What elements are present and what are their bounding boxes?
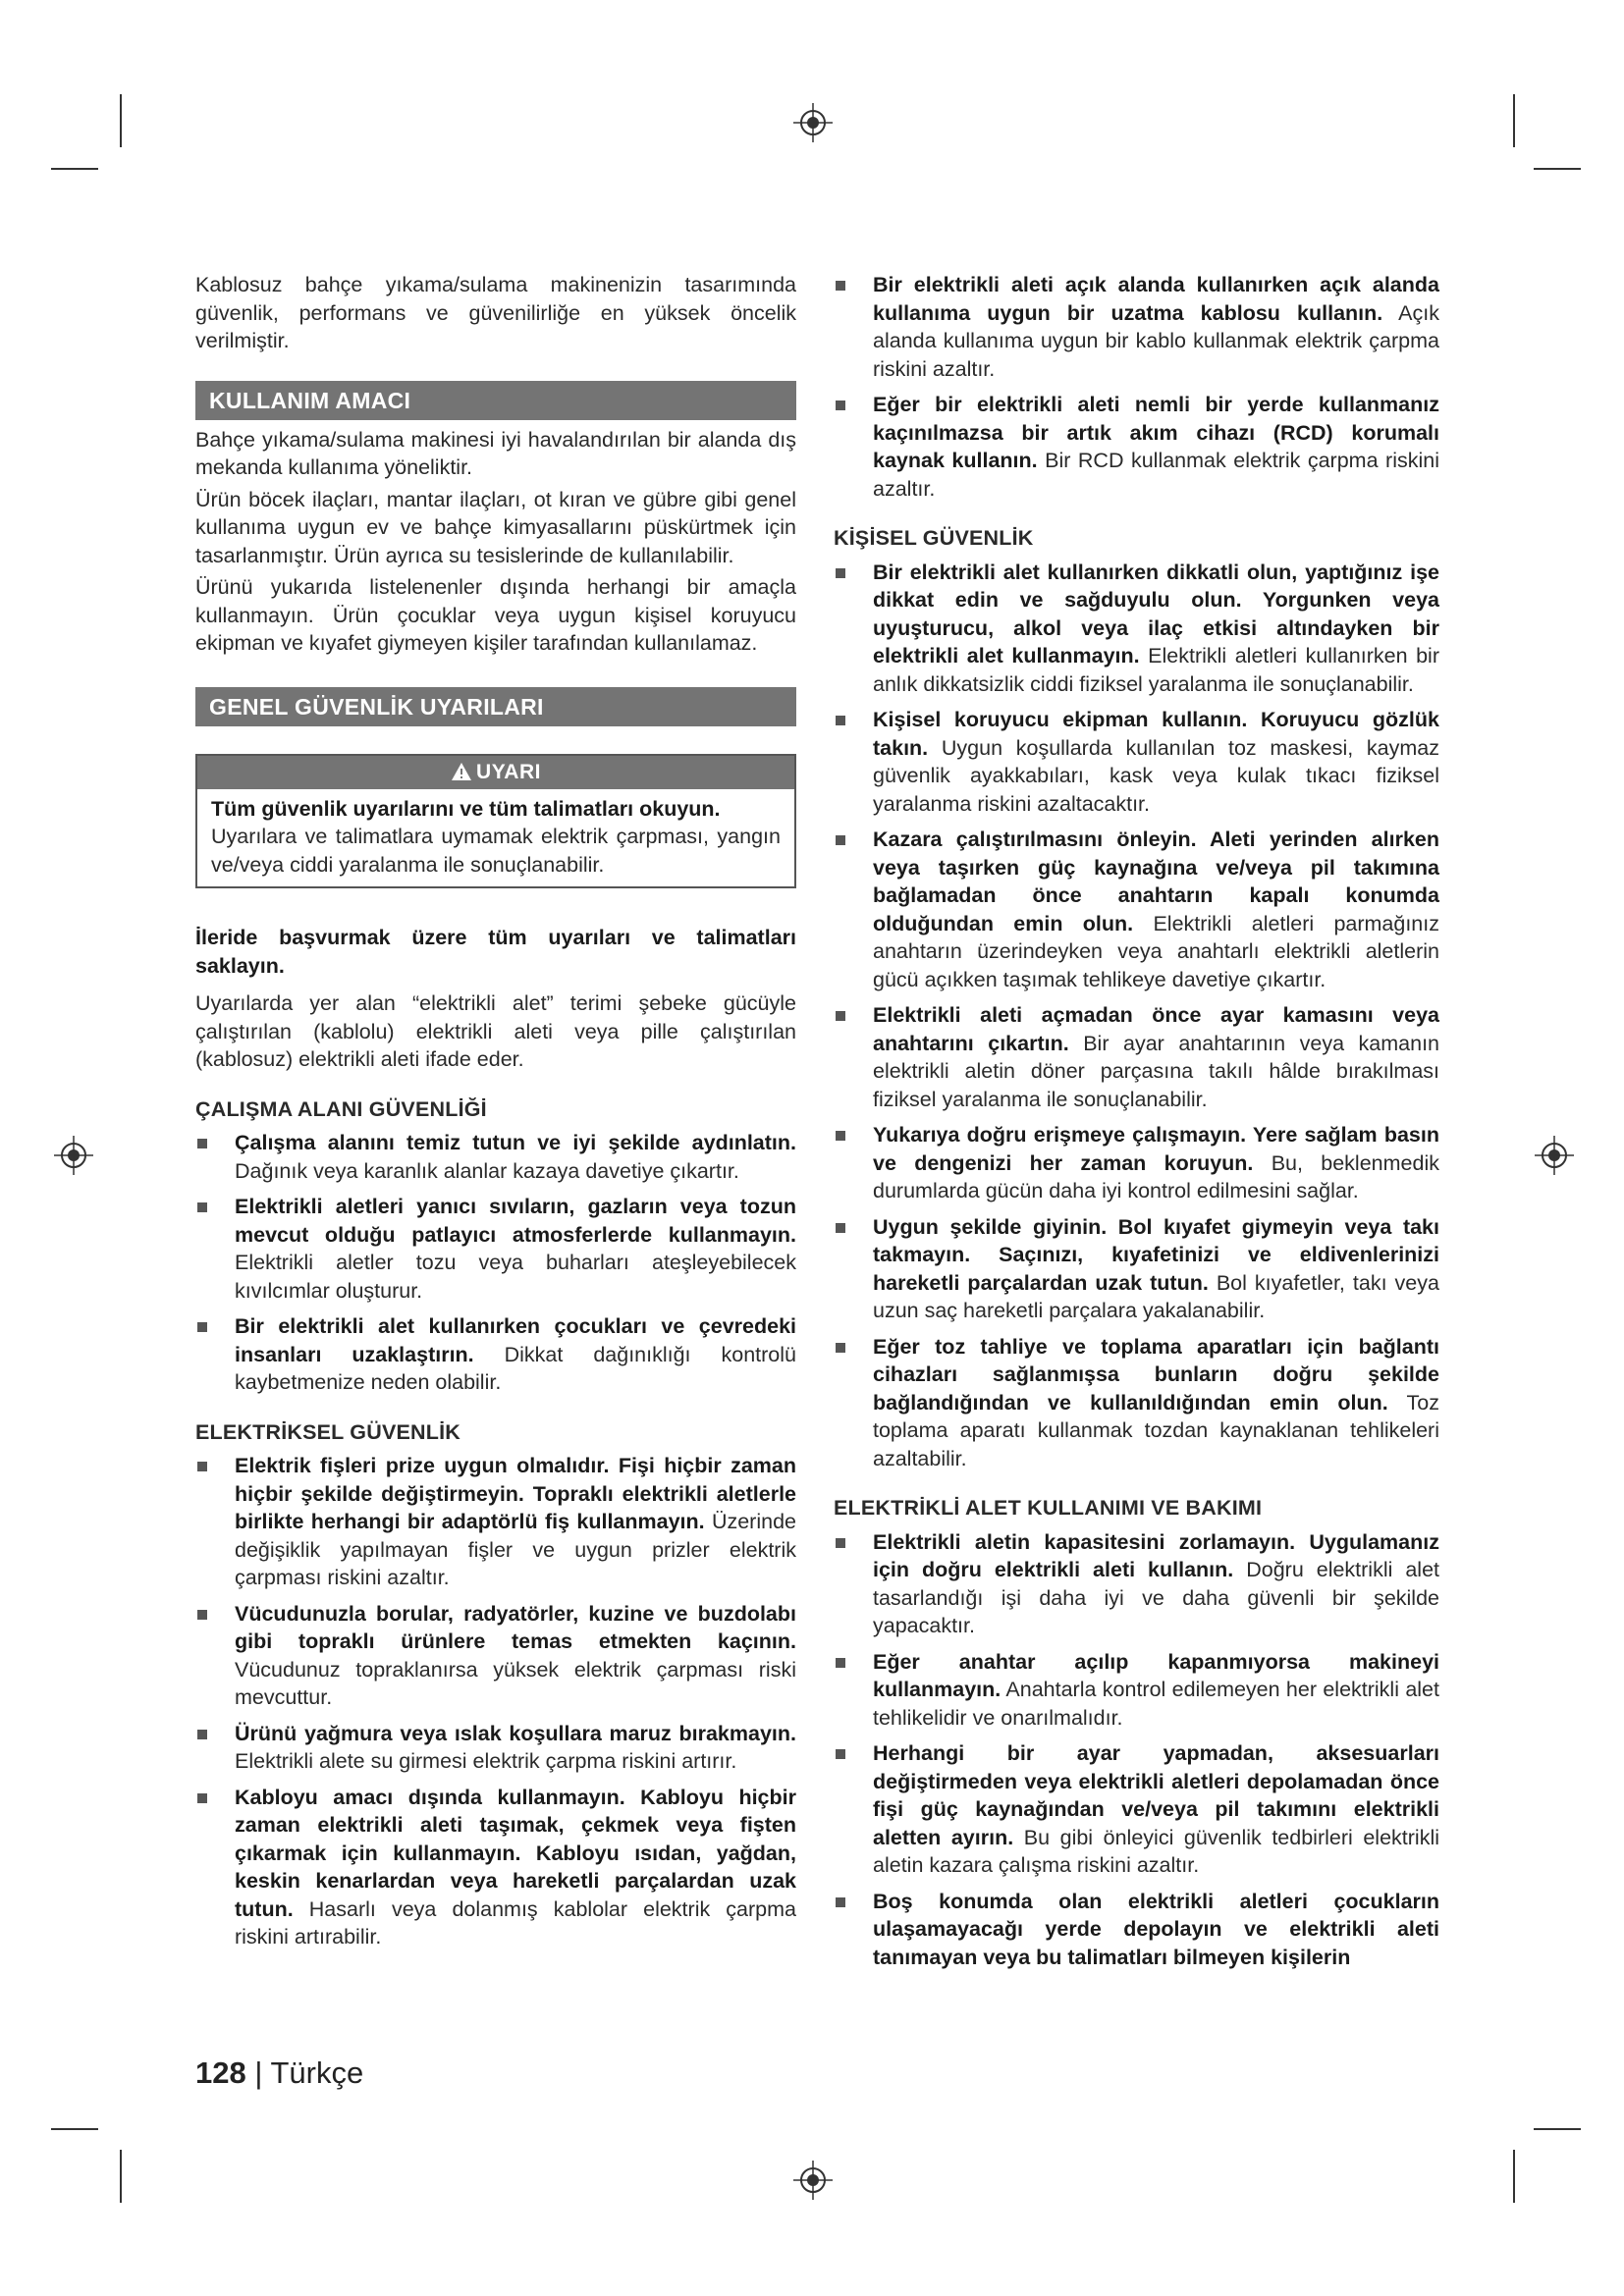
warning-label: UYARI (476, 760, 541, 783)
list-item: Elektrik fişleri prize uygun olmalıdır. Fişi hiçbir zaman hiçbir şekilde değiştirmeyin. Topraklı elektrikli aletlerle birlikte herhangi bir adaptörlü fiş kullanmayın. Üzerinde değişiklik yapılmayan fişler ve uygun prizler elektrik çarpması riskini azaltır. (195, 1452, 796, 1592)
kullanim-paragraph: Ürünü yukarıda listelenenler dışında herhangi bir amaçla kullanmayın. Ürün çocuklar veya uygun kişisel koruyucu ekipman ve kıyafet giymeyen kişiler tarafından kullanılamaz. (195, 575, 796, 655)
crop-mark (51, 168, 98, 170)
list-item: Vücudunuzla borular, radyatörler, kuzine ve buzdolabı gibi topraklı ürünlere temas etmekten kaçının. Vücudunuz topraklanırsa yüksek elektrik çarpması riski mevcuttur. (195, 1600, 796, 1712)
list-item: Bir elektrikli aleti açık alanda kullanırken açık alanda kullanıma uygun bir uzatma kablosu kullanın. Açık alanda kullanıma uygun bir kablo kullanmak elektrik çarpma riskini azaltır. (834, 271, 1439, 383)
list-item: Bir elektrikli alet kullanırken çocukları ve çevredeki insanları uzaklaştırın. Dikkat dağınıklığı kontrolü kaybetmenize neden olabilir. (195, 1312, 796, 1397)
section-title-genel: GENEL GÜVENLİK UYARILARI (195, 687, 796, 726)
kisisel-list (834, 559, 1439, 1473)
list-item: Yukarıya doğru erişmeye çalışmayın. Yere sağlam basın ve dengenizi her zaman koruyun. Bu, beklenmedik durumlarda gücün daha iyi kontrol edilmesini sağlar. (834, 1121, 1439, 1205)
list-item: Elektrikli aletin kapasitesini zorlamayın. Uygulamanız için doğru elektrikli aleti kullanın. Doğru elektrikli alet tasarlandığı işi daha iyi ve daha güvenli bir şekilde yapacaktır. (834, 1528, 1439, 1640)
registration-mark-icon (793, 2161, 833, 2200)
page-footer (195, 2056, 363, 2091)
registration-mark-icon (793, 103, 833, 142)
warning-body (197, 789, 794, 887)
list-item: Eğer bir elektrikli aleti nemli bir yerde kullanmanız kaçınılmazsa bir artık akım cihazı (RCD) korumalı kaynak kullanın. Bir RCD kullanmak elektrik çarpma riskini azaltır. (834, 391, 1439, 503)
footer-language: Türkçe (270, 2056, 364, 2090)
kullanim-paragraph: Ürün böcek ilaçları, mantar ilaçları, ot kıran ve gübre gibi genel kullanıma uygun ev ve bahçe kimyasallarını püskürtmek için tasarlanmıştır. Ürün ayrıca su tesislerinde de kullanılabilir. (195, 487, 796, 567)
registration-mark-icon (1535, 1136, 1574, 1175)
list-item: Elektrikli aletleri yanıcı sıvıların, gazların veya tozun mevcut olduğu patlayıcı atmosferlerde kullanmayın. Elektrikli aletler tozu veya buharları ateşleyebilecek kıvılcımlar oluşturur. (195, 1193, 796, 1305)
crop-mark (1513, 94, 1515, 147)
crop-mark (1534, 2128, 1581, 2130)
left-column (195, 271, 796, 1959)
crop-mark (1534, 168, 1581, 170)
list-item: Boş konumda olan elektrikli aletleri çocukların ulaşamayacağı yerde depolayın ve elektrikli aleti tanımayan veya bu talimatları bilmeyen kişilerin (834, 1888, 1439, 1972)
list-item: Ürünü yağmura veya ıslak koşullara maruz bırakmayın. Elektrikli alete su girmesi elektrik çarpma riskini artırır. (195, 1720, 796, 1776)
right-column (834, 271, 1439, 1979)
elektriksel-continued-list (834, 271, 1439, 503)
list-item: Elektrikli aleti açmadan önce ayar kamasını veya anahtarını çıkartın. Bir ayar anahtarının veya kamanın elektrikli aletin döner parçasına takılı hâlde bırakılması fiziksel yaralanma ile sonuçlanabilir. (834, 1001, 1439, 1113)
section-title-bakim: ELEKTRİKLİ ALET KULLANIMI VE BAKIMI (834, 1496, 1263, 1520)
list-item: Uygun şekilde giyinin. Bol kıyafet giymeyin veya takı takmayın. Saçınızı, kıyafetinizi ve eldivenlerinizi hareketli parçalardan uzak tutun. Bol kıyafetler, takı veya uzun saç hareketli parçalara yakalanabilir. (834, 1213, 1439, 1325)
warning-box (195, 754, 796, 889)
warning-text: Uyarılara ve talimatlara uymamak elektrik çarpması, yangın ve/veya ciddi yaralanma ile sonuçlanabilir. (211, 825, 781, 877)
section-title-calisma: ÇALIŞMA ALANI GÜVENLİĞİ (195, 1096, 487, 1121)
list-item: Eğer anahtar açılıp kapanmıyorsa makineyi kullanmayın. Anahtarla kontrol edilemeyen her elektrikli alet tehlikelidir ve onarılmalıdır. (834, 1648, 1439, 1733)
crop-mark (120, 2150, 122, 2203)
list-item: Çalışma alanını temiz tutun ve iyi şekilde aydınlatın. Dağınık veya karanlık alanlar kazaya davetiye çıkartır. (195, 1129, 796, 1185)
section-title-kisisel: KİŞİSEL GÜVENLİK (834, 526, 1034, 550)
crop-mark (1513, 2150, 1515, 2203)
kullanim-paragraph: Bahçe yıkama/sulama makinesi iyi havalandırılan bir alanda dış mekanda kullanıma yöneliktir. (195, 427, 796, 479)
term-definition: Uyarılarda yer alan “elektrikli alet” terimi şebeke gücüyle çalıştırılan (kablolu) elektrikli aleti veya pille çalıştırılan (kablosuz) elektrikli aleti ifade eder. (195, 991, 796, 1071)
list-item: Bir elektrikli alet kullanırken dikkatli olun, yaptığınız işe dikkat edin ve sağduyulu olun. Yorgunken veya uyuşturucu, alkol veya ilaç etkisi altındayken bir elektrikli alet kullanmayın. Elektrikli aletleri kullanırken bir anlık dikkatsizlik ciddi fiziksel yaralanma ile sonuçlanabilir. (834, 559, 1439, 699)
footer-separator: | (254, 2056, 263, 2090)
intro-text: Kablosuz bahçe yıkama/sulama makinenizin tasarımında güvenlik, performans ve güvenilirliğe en yüksek öncelik verilmiştir. (195, 273, 796, 352)
bakim-list (834, 1528, 1439, 1972)
warning-header (197, 756, 794, 789)
list-item: Herhangi bir ayar yapmadan, aksesuarları değiştirmeden veya elektrikli aletleri depolamadan önce fişi güç kaynağından ve/veya pil takımını elektrikli aletten ayırın. Bu gibi önleyici güvenlik tedbirleri elektrikli aletin kazara çalışma riskini azaltır. (834, 1739, 1439, 1880)
warning-triangle-icon (451, 762, 472, 781)
list-item: Eğer toz tahliye ve toplama aparatları için bağlantı cihazları sağlanmışsa bunların doğru şekilde bağlandığından ve kullanıldığından emin olun. Toz toplama aparatı kullanmak tozdan kaynaklanan tehlikeleri azaltabilir. (834, 1333, 1439, 1473)
section-title-kullanim: KULLANIM AMACI (195, 381, 796, 420)
crop-mark (120, 94, 122, 147)
save-instructions: İleride başvurmak üzere tüm uyarıları ve talimatları saklayın. (195, 926, 796, 978)
list-item: Kabloyu amacı dışında kullanmayın. Kabloyu hiçbir zaman elektrikli aleti taşımak, çekmek veya fişten çıkarmak için kullanmayın. Kabloyu ısıdan, yağdan, keskin kenarlardan veya hareketli parçalardan uzak tutun. Hasarlı veya dolanmış kablolar elektrik çarpma riskini artırabilir. (195, 1784, 796, 1951)
list-item: Kişisel koruyucu ekipman kullanın. Koruyucu gözlük takın. Uygun koşullarda kullanılan toz maskesi, kaymaz güvenlik ayakkabıları, kask veya kulak tıkacı fiziksel yaralanma riskini azaltacaktır. (834, 706, 1439, 818)
list-item: Kazara çalıştırılmasını önleyin. Aleti yerinden alırken veya taşırken güç kaynağına ve/veya pil takımına bağlamadan önce anahtarın kapalı konumda olduğundan emin olun. Elektrikli aletleri parmağınız anahtarın üzerindeyken veya anahtarlı elektrikli aletlerin gücü açıkken taşımak tehlikeye davetiye çıkartır. (834, 826, 1439, 993)
calisma-list (195, 1129, 796, 1397)
section-title-elektriksel: ELEKTRİKSEL GÜVENLİK (195, 1419, 460, 1444)
crop-mark (51, 2128, 98, 2130)
warning-bold-text: Tüm güvenlik uyarılarını ve tüm talimatları okuyun. (211, 796, 721, 821)
elektriksel-list (195, 1452, 796, 1951)
page-number: 128 (195, 2056, 246, 2090)
registration-mark-icon (54, 1136, 93, 1175)
